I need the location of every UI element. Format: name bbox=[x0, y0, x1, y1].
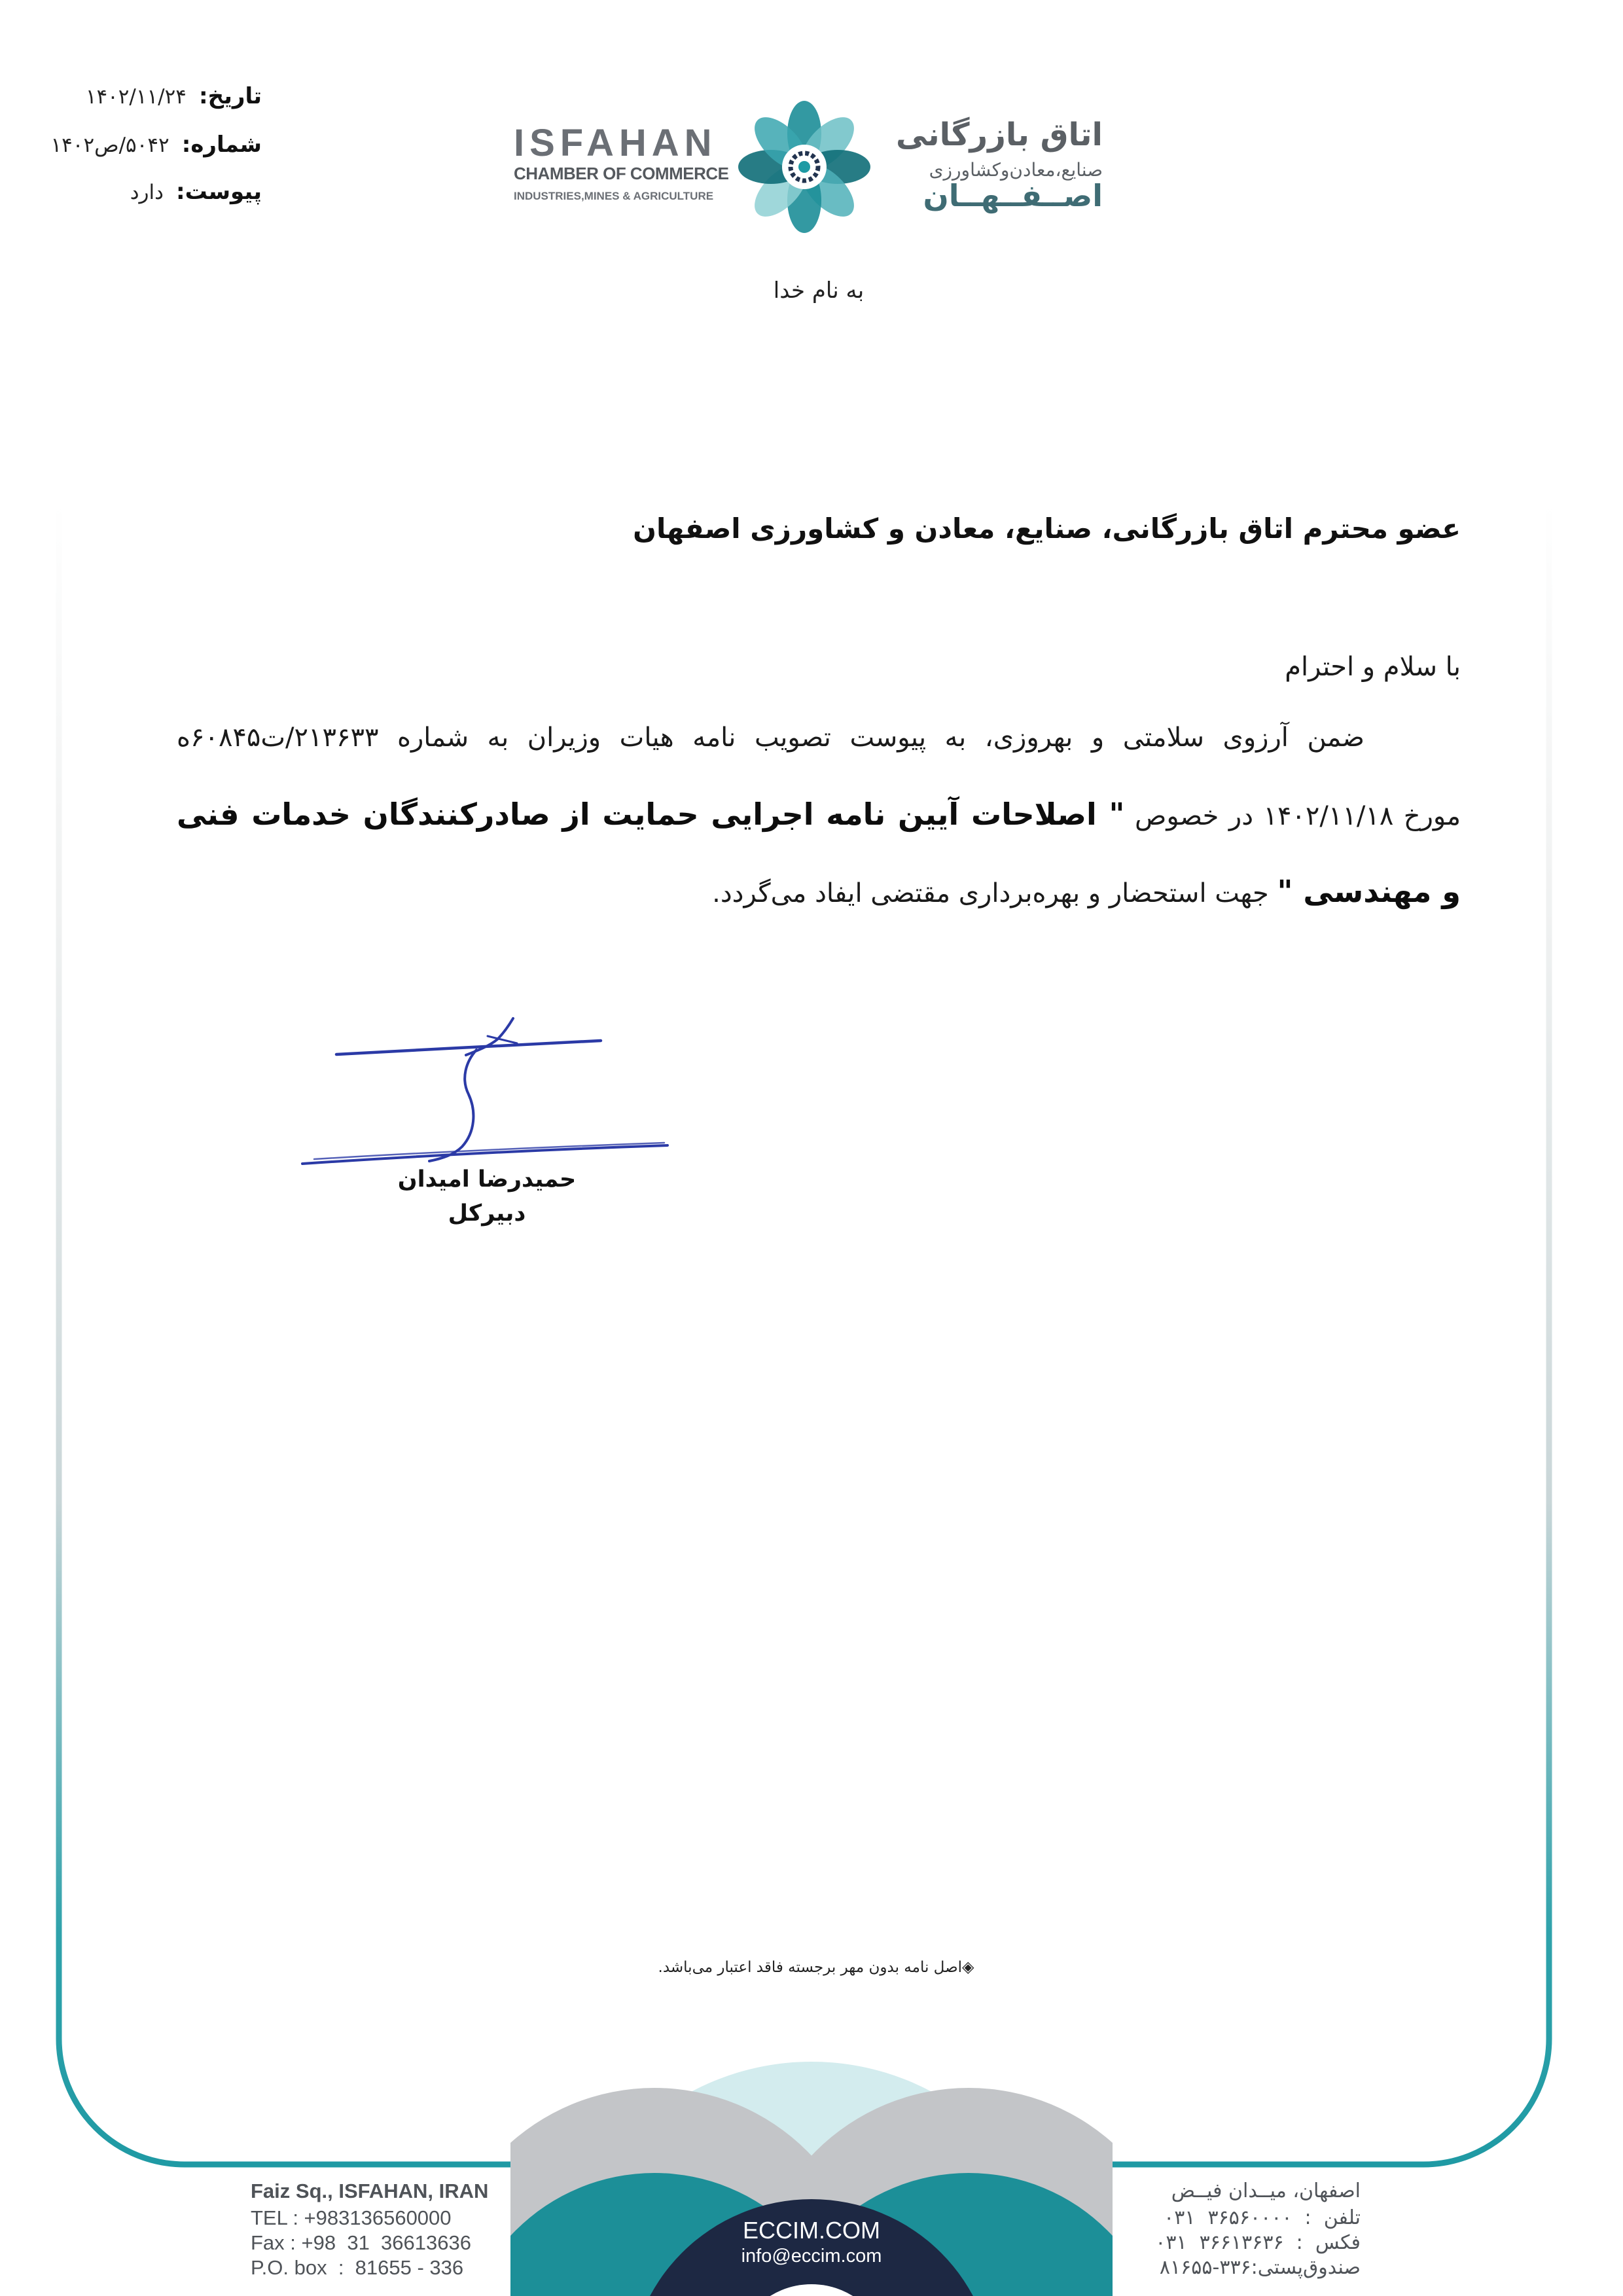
footer-fa-address: اصفهان، میــدان فیــض bbox=[1171, 2179, 1361, 2202]
date-row bbox=[13, 77, 262, 116]
attachment-row bbox=[13, 172, 262, 211]
logo-fa-title: اتاق بازرگانی bbox=[896, 117, 1103, 153]
invocation-text: به نام خدا bbox=[773, 278, 865, 304]
recipient-heading: عضو محترم اتاق بازرگانی، صنایع، معادن و کشاورزی اصفهان bbox=[633, 512, 1461, 545]
number-value: ۵۰۴۲/ص۱۴۰۲ bbox=[50, 134, 169, 157]
logo-en-tagline: INDUSTRIES,MINES & AGRICULTURE bbox=[514, 190, 714, 202]
footer-en-pobox: P.O. box : 81655 - 336 bbox=[251, 2256, 464, 2279]
logo-fa-city: اصــفــهــان bbox=[923, 178, 1103, 213]
handwritten-signature bbox=[288, 1001, 694, 1178]
signatory-title: دبیرکل bbox=[448, 1200, 526, 1227]
logo-en-title: ISFAHAN bbox=[514, 122, 717, 164]
footer-en-fax: Fax : +98 31 36613636 bbox=[251, 2231, 471, 2254]
chamber-emblem-icon bbox=[738, 101, 870, 233]
number-row bbox=[13, 125, 262, 164]
number-label: شماره: bbox=[181, 132, 262, 158]
date-value: ۱۴۰۲/۱۱/۲۴ bbox=[85, 85, 187, 109]
subject-phrase-start: " اصلاحات آیین نامه اجرایی حمایت از صادرکنندگان خدمات فنی bbox=[177, 797, 1125, 832]
email-link: info@eccim.com bbox=[741, 2246, 882, 2267]
attachment-value: دارد bbox=[130, 181, 164, 204]
footer-en-tel: TEL : +983136560000 bbox=[251, 2206, 452, 2229]
attachment-label: پیوست: bbox=[176, 179, 262, 205]
footer-en-address: Faiz Sq., ISFAHAN, IRAN bbox=[251, 2179, 489, 2202]
footer-fa-tel: تلفن : ۳۶۵۶۰۰۰۰ ۰۳۱ bbox=[1164, 2206, 1361, 2229]
body-line-1: ضمن آرزوی سلامتی و بهروزی، به پیوست تصویب نامه هیات وزیران به شماره ۲۱۳۶۳۳/ت۶۰۸۴۵ه bbox=[177, 723, 1364, 753]
body-line-2 bbox=[177, 791, 1461, 838]
body-line-2-regular: مورخ ۱۴۰۲/۱۱/۱۸ در خصوص bbox=[1134, 801, 1461, 831]
signatory-name: حمیدرضا امیدان bbox=[397, 1166, 577, 1193]
footer-fa-fax: فکس : ۳۶۶۱۳۶۳۶ ۰۳۱ bbox=[1155, 2231, 1361, 2254]
footer-fa-pobox: صندوق‌پستی:۳۳۶-۸۱۶۵۵ bbox=[1159, 2256, 1361, 2279]
body-line-3-regular: جهت استحضار و بهره‌برداری مقتضی ایفاد می‌گردد. bbox=[712, 878, 1269, 908]
greeting-text: با سلام و احترام bbox=[1285, 652, 1461, 682]
diamond-icon bbox=[962, 1959, 974, 1976]
body-line-3 bbox=[177, 868, 1461, 915]
validity-note-text: اصل نامه بدون مهر برجسته فاقد اعتبار می‌باشد. bbox=[658, 1959, 963, 1976]
date-label: تاریخ: bbox=[199, 83, 262, 109]
subject-phrase-end: و مهندسی " bbox=[1277, 874, 1461, 909]
logo-en-subtitle: CHAMBER OF COMMERCE bbox=[514, 164, 729, 183]
logo-fa-subtitle: صنایع،معادن‌وکشاورزی bbox=[929, 159, 1103, 181]
website-link: ECCIM.COM bbox=[743, 2217, 880, 2244]
validity-note bbox=[620, 1956, 1012, 1979]
